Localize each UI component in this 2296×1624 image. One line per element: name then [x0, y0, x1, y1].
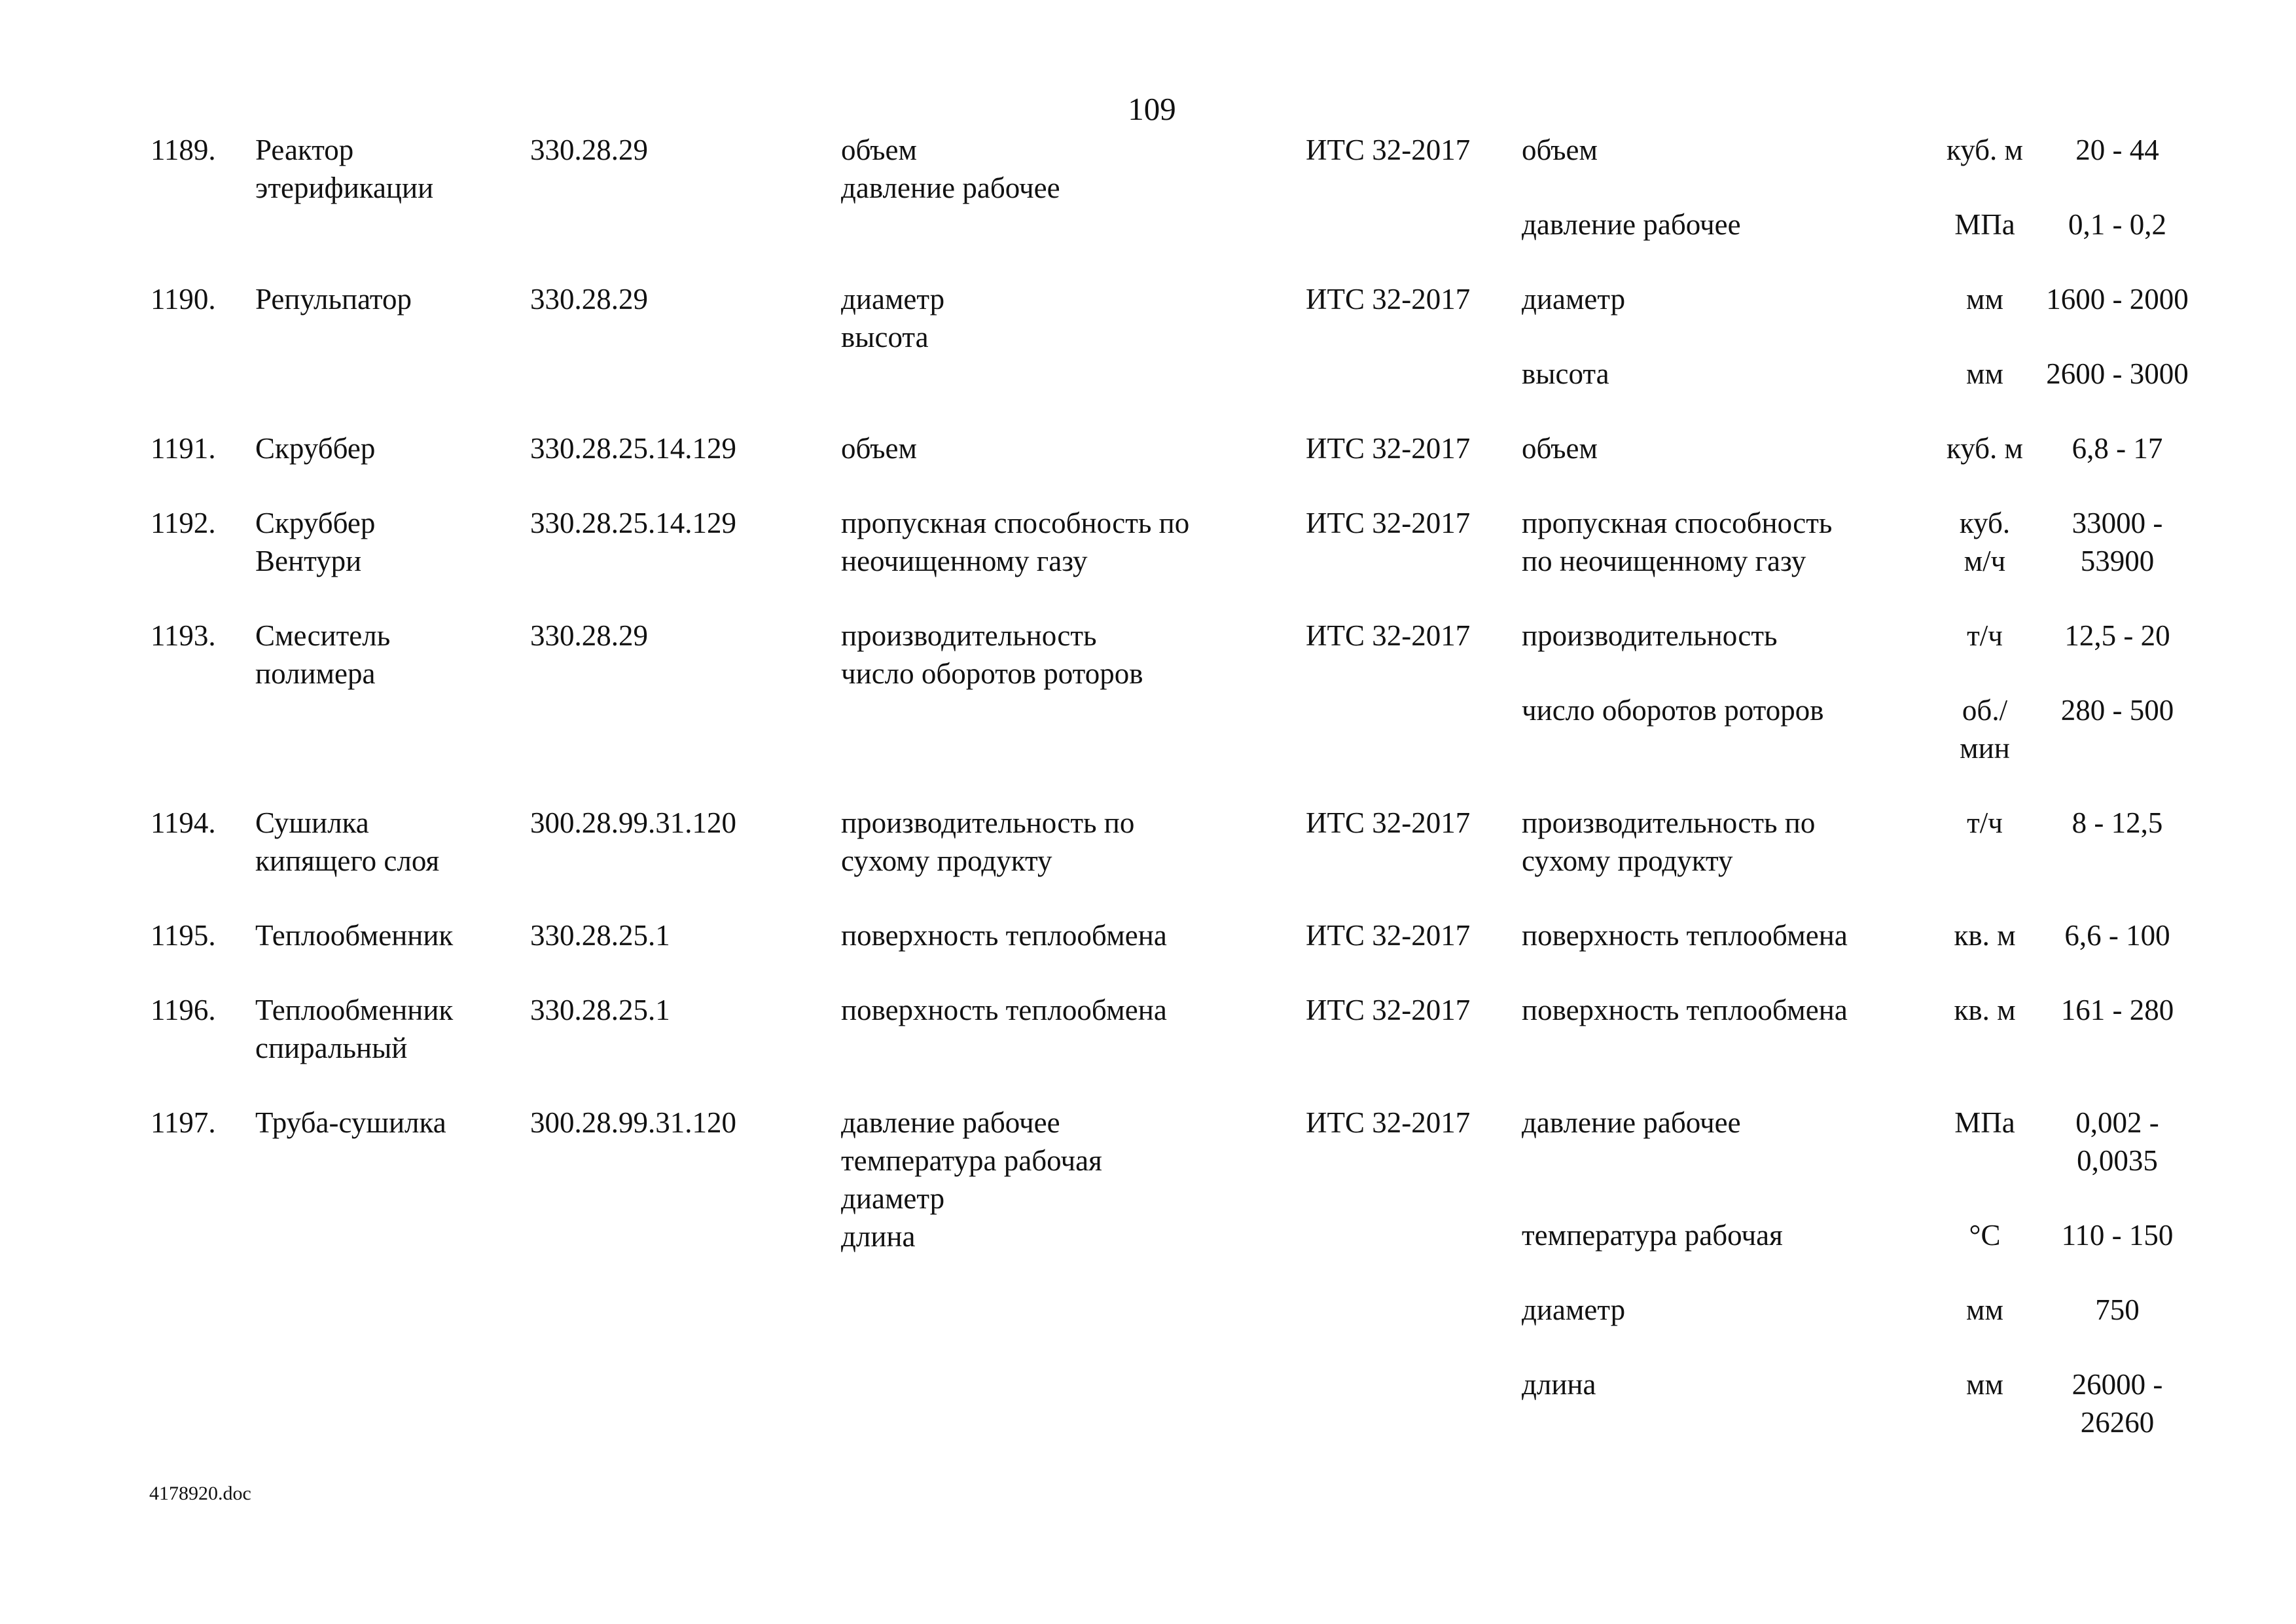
row-number: 1195.: [151, 919, 216, 952]
parameter-unit: [1934, 1365, 2036, 1403]
parameter-name-line: давление рабочее: [1522, 1106, 1741, 1139]
parameter-row: [1522, 1365, 2199, 1441]
parameter-unit: [1934, 617, 2036, 655]
equipment-name: [255, 429, 530, 467]
characteristic-item: объем: [841, 432, 917, 465]
characteristic-item: температура рабочая: [841, 1144, 1102, 1177]
parameter-row: [1522, 804, 2199, 880]
parameter-name: [1522, 1365, 1934, 1403]
parameter-list: [1522, 429, 2199, 467]
parameter-unit: [1934, 131, 2036, 169]
row-number: 1189.: [151, 134, 216, 166]
row-number: 1196.: [151, 994, 216, 1026]
parameter-row: [1522, 691, 2199, 767]
okpd-code: 330.28.29: [530, 283, 648, 316]
parameter-range: [2036, 131, 2199, 169]
characteristics-list: [841, 1104, 1306, 1255]
parameter-unit-line: куб. м: [1946, 432, 2023, 465]
its-standard: ИТС 32-2017: [1306, 134, 1471, 166]
parameter-unit-line: мм: [1966, 283, 2003, 316]
parameter-name: [1522, 991, 1934, 1029]
parameter-list: [1522, 916, 2199, 954]
okpd-code: 330.28.25.1: [530, 994, 670, 1026]
parameter-row: [1522, 206, 2199, 244]
parameter-range: [2036, 991, 2199, 1029]
parameter-unit-line: т/ч: [1967, 619, 2003, 652]
equipment-name: [255, 991, 530, 1067]
parameter-list: [1522, 991, 2199, 1029]
parameter-list: [1522, 131, 2199, 244]
parameter-range: [2036, 804, 2199, 842]
parameter-range: [2036, 916, 2199, 954]
parameter-name-line: температура рабочая: [1522, 1219, 1783, 1252]
okpd-code: 330.28.25.14.129: [530, 432, 736, 465]
parameter-unit-line: мм: [1966, 1368, 2003, 1401]
parameter-name: [1522, 691, 1934, 729]
parameter-name: [1522, 617, 1934, 655]
parameter-range-line: 12,5 - 20: [2064, 619, 2170, 652]
parameter-unit: [1934, 355, 2036, 393]
its-standard: ИТС 32-2017: [1306, 432, 1471, 465]
parameter-row: [1522, 1104, 2199, 1180]
parameter-name: [1522, 131, 1934, 169]
parameter-unit: [1934, 429, 2036, 467]
parameter-range-line: 0,0035: [2077, 1144, 2158, 1177]
okpd-code: 330.28.25.14.129: [530, 507, 736, 539]
equipment-name-line: Сушилка: [255, 806, 369, 839]
parameter-unit: [1934, 1291, 2036, 1329]
parameter-unit-line: куб.: [1959, 507, 2011, 539]
characteristics-list: [841, 280, 1306, 356]
parameter-row: [1522, 1291, 2199, 1329]
characteristic-item: поверхность теплообмена: [841, 994, 1167, 1026]
parameter-range: [2036, 1216, 2199, 1254]
characteristic-item: объем: [841, 134, 917, 166]
parameter-unit-line: куб. м: [1946, 134, 2023, 166]
row-number: 1193.: [151, 619, 216, 652]
parameter-range: [2036, 429, 2199, 467]
parameter-range: [2036, 280, 2199, 318]
characteristics-list: [841, 131, 1306, 207]
parameter-range-line: 33000 -: [2072, 507, 2163, 539]
parameter-name-line: длина: [1522, 1368, 1596, 1401]
characteristic-item: давление рабочее: [841, 1106, 1060, 1139]
equipment-name-line: спиральный: [255, 1032, 408, 1064]
parameter-name-line: по неочищенному газу: [1522, 545, 1806, 577]
parameter-row: [1522, 617, 2199, 655]
parameter-unit-line: мин: [1960, 732, 2010, 765]
parameter-unit-line: °С: [1969, 1219, 2001, 1252]
parameter-name: [1522, 1291, 1934, 1329]
okpd-code: 330.28.29: [530, 134, 648, 166]
parameter-unit-line: кв. м: [1954, 919, 2016, 952]
its-standard: ИТС 32-2017: [1306, 283, 1471, 316]
equipment-name-line: Скруббер: [255, 507, 376, 539]
characteristic-item: сухому продукту: [841, 844, 1052, 877]
parameter-name: [1522, 1216, 1934, 1254]
parameter-name-line: поверхность теплообмена: [1522, 994, 1848, 1026]
characteristics-list: [841, 804, 1306, 880]
okpd-code: 330.28.25.1: [530, 919, 670, 952]
parameter-name: [1522, 429, 1934, 467]
parameter-unit: [1934, 206, 2036, 244]
equipment-name: [255, 280, 530, 318]
parameter-list: [1522, 804, 2199, 880]
parameter-row: [1522, 504, 2199, 580]
row-number: 1197.: [151, 1106, 216, 1139]
parameter-unit: [1934, 1104, 2036, 1142]
parameter-range: [2036, 355, 2199, 393]
parameter-range: [2036, 1104, 2199, 1180]
characteristics-list: [841, 991, 1306, 1029]
characteristics-list: [841, 916, 1306, 954]
parameter-list: [1522, 504, 2199, 580]
parameter-unit-line: т/ч: [1967, 806, 2003, 839]
parameter-unit-line: МПа: [1954, 208, 2015, 241]
parameter-row: [1522, 916, 2199, 954]
equipment-name-line: Теплообменник: [255, 994, 454, 1026]
parameter-unit: [1934, 1216, 2036, 1254]
parameter-name-line: число оборотов роторов: [1522, 694, 1824, 727]
parameter-range: [2036, 1365, 2199, 1441]
its-standard: ИТС 32-2017: [1306, 919, 1471, 952]
equipment-name: [255, 804, 530, 880]
equipment-name-line: Реактор: [255, 134, 354, 166]
parameter-range-line: 110 - 150: [2061, 1219, 2174, 1252]
parameter-name-line: производительность: [1522, 619, 1778, 652]
parameter-range: [2036, 691, 2199, 729]
parameter-name-line: производительность по: [1522, 806, 1816, 839]
its-standard: ИТС 32-2017: [1306, 994, 1471, 1026]
parameter-unit-line: мм: [1966, 357, 2003, 390]
parameter-name: [1522, 504, 1934, 580]
parameter-unit: [1934, 280, 2036, 318]
row-number: 1191.: [151, 432, 216, 465]
equipment-name-line: Теплообменник: [255, 919, 454, 952]
its-standard: ИТС 32-2017: [1306, 806, 1471, 839]
parameter-list: [1522, 1104, 2199, 1441]
parameter-name-line: сухому продукту: [1522, 844, 1733, 877]
table-row: [151, 991, 2199, 1067]
parameter-unit: [1934, 804, 2036, 842]
parameter-range-line: 2600 - 3000: [2046, 357, 2189, 390]
parameter-unit: [1934, 916, 2036, 954]
parameter-name-line: диаметр: [1522, 1293, 1626, 1326]
parameter-range-line: 20 - 44: [2075, 134, 2159, 166]
equipment-name: [255, 617, 530, 693]
parameter-row: [1522, 1216, 2199, 1254]
parameter-unit-line: м/ч: [1964, 545, 2006, 577]
okpd-code: 330.28.29: [530, 619, 648, 652]
okpd-code: 300.28.99.31.120: [530, 806, 736, 839]
row-number: 1192.: [151, 507, 216, 539]
parameter-range-line: 6,8 - 17: [2072, 432, 2163, 465]
characteristics-list: [841, 429, 1306, 467]
parameter-name: [1522, 1104, 1934, 1142]
parameter-name-line: поверхность теплообмена: [1522, 919, 1848, 952]
characteristic-item: производительность по: [841, 806, 1135, 839]
parameter-range-line: 6,6 - 100: [2064, 919, 2170, 952]
equipment-name-line: Репульпатор: [255, 283, 412, 316]
equipment-name-line: этерификации: [255, 171, 434, 204]
okpd-code: 300.28.99.31.120: [530, 1106, 736, 1139]
parameter-unit-line: мм: [1966, 1293, 2003, 1326]
parameter-row: [1522, 355, 2199, 393]
equipment-name-line: Труба-сушилка: [255, 1106, 446, 1139]
equipment-name-line: Вентури: [255, 545, 362, 577]
parameter-range-line: 1600 - 2000: [2046, 283, 2189, 316]
characteristic-item: число оборотов роторов: [841, 657, 1143, 690]
parameter-unit: [1934, 691, 2036, 767]
equipment-name: [255, 916, 530, 954]
parameter-name: [1522, 355, 1934, 393]
parameter-range: [2036, 1291, 2199, 1329]
parameter-name: [1522, 280, 1934, 318]
parameter-list: [1522, 617, 2199, 767]
table-row: [151, 804, 2199, 880]
parameter-range: [2036, 617, 2199, 655]
parameter-range-line: 8 - 12,5: [2072, 806, 2163, 839]
parameter-unit-line: об./: [1962, 694, 2008, 727]
its-standard: ИТС 32-2017: [1306, 507, 1471, 539]
page-number: 109: [1128, 91, 1176, 127]
equipment-name-line: кипящего слоя: [255, 844, 440, 877]
characteristic-item: пропускная способность по: [841, 507, 1190, 539]
row-number: 1194.: [151, 806, 216, 839]
equipment-name: [255, 504, 530, 580]
equipment-name: [255, 131, 530, 207]
characteristic-item: поверхность теплообмена: [841, 919, 1167, 952]
characteristic-item: давление рабочее: [841, 171, 1060, 204]
parameter-name: [1522, 804, 1934, 880]
parameter-name-line: объем: [1522, 134, 1598, 166]
table-row: [151, 280, 2199, 393]
table-row: [151, 131, 2199, 244]
equipment-name: [255, 1104, 530, 1142]
table-row: [151, 1104, 2199, 1441]
parameter-range: [2036, 504, 2199, 580]
parameter-name-line: диаметр: [1522, 283, 1626, 316]
its-standard: ИТС 32-2017: [1306, 1106, 1471, 1139]
parameter-range-line: 0,1 - 0,2: [2068, 208, 2166, 241]
parameter-unit: [1934, 504, 2036, 580]
characteristic-item: диаметр: [841, 283, 945, 316]
table-row: [151, 916, 2199, 954]
parameter-name-line: пропускная способность: [1522, 507, 1833, 539]
parameter-range-line: 280 - 500: [2060, 694, 2174, 727]
parameter-range: [2036, 206, 2199, 244]
parameter-unit-line: кв. м: [1954, 994, 2016, 1026]
its-standard: ИТС 32-2017: [1306, 619, 1471, 652]
characteristic-item: высота: [841, 321, 929, 353]
table-row: [151, 429, 2199, 467]
parameter-range-line: 750: [2095, 1293, 2140, 1326]
footer-filename: 4178920.doc: [149, 1483, 251, 1504]
parameter-range-line: 161 - 280: [2060, 994, 2174, 1026]
parameter-row: [1522, 280, 2199, 318]
characteristic-item: длина: [841, 1220, 916, 1253]
row-number: 1190.: [151, 283, 216, 316]
equipment-name-line: Скруббер: [255, 432, 376, 465]
parameter-name-line: объем: [1522, 432, 1598, 465]
parameter-unit-line: МПа: [1954, 1106, 2015, 1139]
table-row: [151, 617, 2199, 767]
equipment-name-line: Смеситель: [255, 619, 391, 652]
equipment-name-line: полимера: [255, 657, 376, 690]
characteristics-list: [841, 504, 1306, 580]
parameter-range-line: 26000 -: [2072, 1368, 2163, 1401]
parameter-range-line: 53900: [2080, 545, 2155, 577]
parameter-row: [1522, 991, 2199, 1029]
parameter-name: [1522, 916, 1934, 954]
parameter-range-line: 26260: [2080, 1406, 2155, 1439]
table-row: [151, 504, 2199, 580]
equipment-table: [151, 131, 2199, 1478]
parameter-name-line: давление рабочее: [1522, 208, 1741, 241]
parameter-unit: [1934, 991, 2036, 1029]
parameter-name: [1522, 206, 1934, 244]
characteristic-item: производительность: [841, 619, 1097, 652]
parameter-name-line: высота: [1522, 357, 1609, 390]
parameter-list: [1522, 280, 2199, 393]
characteristic-item: диаметр: [841, 1182, 945, 1215]
parameter-row: [1522, 429, 2199, 467]
parameter-range-line: 0,002 -: [2075, 1106, 2159, 1139]
characteristics-list: [841, 617, 1306, 693]
characteristic-item: неочищенному газу: [841, 545, 1088, 577]
parameter-row: [1522, 131, 2199, 169]
